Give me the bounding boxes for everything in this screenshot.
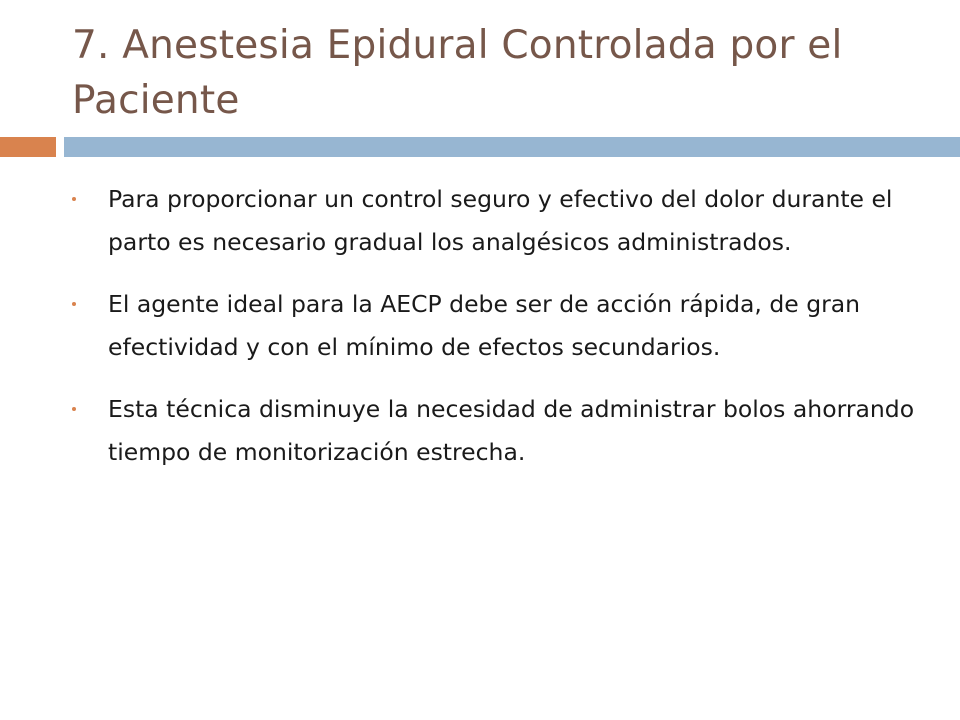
title-accent-bar — [0, 137, 56, 157]
bullet-item — [72, 283, 922, 369]
bullet-marker — [72, 197, 76, 201]
bullet-text: Esta técnica disminuye la necesidad de administrar bolos ahorrando tiempo de monitorización estrecha. — [108, 395, 915, 466]
bullet-list — [72, 178, 922, 493]
bullet-item — [72, 178, 922, 264]
bullet-marker — [72, 302, 76, 306]
title-divider-bar — [64, 137, 960, 157]
bullet-text: Para proporcionar un control seguro y efectivo del dolor durante el parto es necesario gradual los analgésicos administrados. — [108, 185, 893, 256]
bullet-text: El agente ideal para la AECP debe ser de acción rápida, de gran efectividad y con el mínimo de efectos secundarios. — [108, 290, 861, 361]
slide-title: 7. Anestesia Epidural Controlada por el Paciente — [72, 23, 843, 123]
bullet-marker — [72, 407, 76, 411]
bullet-item — [72, 388, 922, 474]
